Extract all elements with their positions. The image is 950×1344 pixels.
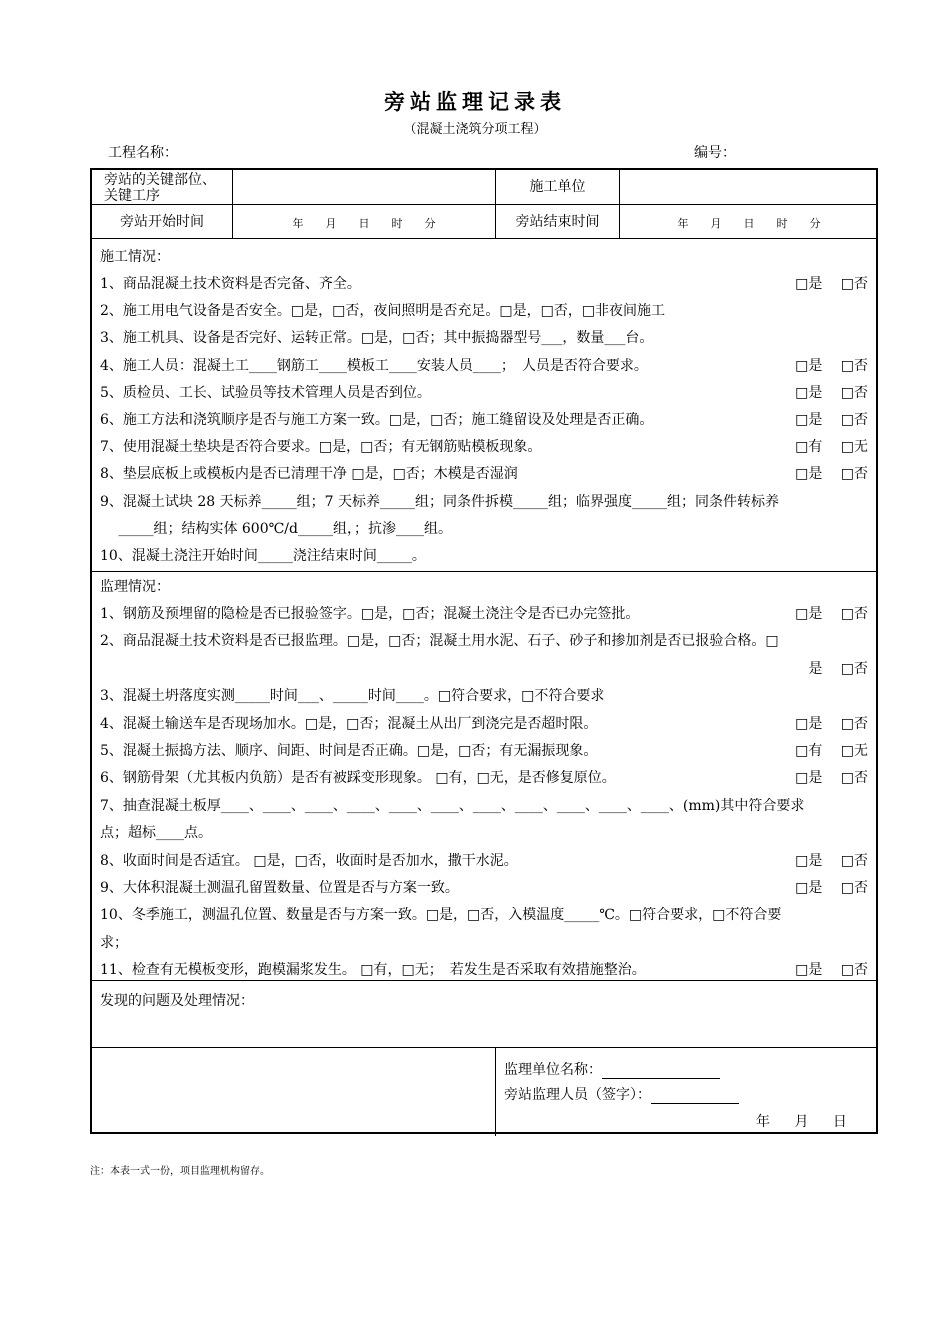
construction-unit-field[interactable]: [620, 170, 878, 204]
divider: [92, 571, 876, 572]
checklist-item-text: 4、混凝土输送车是否现场加水。□是，□否；混凝土从出厂到浇完是否超时限。: [100, 715, 598, 732]
checklist-item: [100, 275, 868, 293]
checklist-item: [100, 520, 868, 538]
checklist-item: [100, 384, 868, 402]
checklist-item: [100, 934, 868, 952]
divider: [92, 238, 876, 239]
supervision-heading: 监理情况：: [100, 579, 170, 595]
supervision-unit-label: 监理单位名称：: [504, 1062, 602, 1078]
checklist-item-text: 2、施工用电气设备是否安全。□是，□否，夜间照明是否充足。□是，□否，□非夜间施工: [100, 303, 666, 320]
checklist-item: [100, 824, 868, 842]
checklist-item: [100, 411, 868, 429]
checklist-item-options[interactable]: □是 □否: [795, 466, 868, 483]
checklist-item-options[interactable]: □是 □否: [795, 606, 868, 622]
supervisor-signature-field[interactable]: [651, 1087, 739, 1104]
problems-heading: 发现的问题及处理情况：: [100, 993, 254, 1009]
checklist-item-text: 点；超标____点。: [100, 825, 212, 842]
construction-unit-label: 施工单位: [529, 179, 586, 195]
checklist-item: [100, 465, 868, 483]
checklist-item: [100, 879, 868, 897]
checklist-item: [100, 302, 868, 320]
checklist-item: [100, 769, 868, 787]
checklist-item: [100, 357, 868, 375]
checklist-item-text: 9、大体积混凝土测温孔留置数量、位置是否与方案一致。: [100, 880, 459, 896]
checklist-item-options[interactable]: □是 □否: [795, 962, 868, 979]
divider: [92, 980, 876, 981]
supervision-unit-field[interactable]: [602, 1062, 720, 1079]
end-time-label: 旁站结束时间: [515, 214, 600, 230]
checklist-item: [100, 687, 868, 705]
checklist-item-text: 10、混凝土浇注开始时间_____浇注结束时间_____。: [100, 548, 426, 564]
page-title: 旁站监理记录表: [384, 90, 566, 114]
project-name-label: 工程名称：: [108, 145, 178, 161]
checklist-item-text: 1、钢筋及预埋留的隐检是否已报验签字。□是，□否；混凝土浇注令是否已办完签批。: [100, 606, 640, 622]
checklist-item: [100, 493, 868, 511]
start-time-label: 旁站开始时间: [120, 214, 204, 230]
checklist-item-text: 7、使用混凝土垫块是否符合要求。□是，□否；有无钢筋贴模板现象。: [100, 439, 542, 456]
footnote: 注：本表一式一份，项目监理机构留存。: [90, 1166, 270, 1177]
divider: [92, 1047, 876, 1048]
checklist-item-text: 10、冬季施工，测温孔位置、数量是否与方案一致。□是，□否，入模温度_____℃。□符合要求，□不符合要: [100, 907, 782, 924]
supervision-unit-name: [504, 1059, 720, 1079]
checklist-item-text: 3、施工机具、设备是否完好、运转正常。□是，□否；其中振捣器型号___，数量___台。: [100, 330, 654, 347]
key-part-field[interactable]: [233, 170, 495, 204]
checklist-item-options[interactable]: □是 □否: [795, 770, 868, 787]
checklist-item-text: 8、收面时间是否适宜。 □是，□否，收面时是否加水，撒干水泥。: [100, 852, 518, 869]
checklist-item: [100, 438, 868, 456]
checklist-item-text: 8、垫层底板上或模板内是否已清理干净 □是，□否；木模是否湿润: [100, 466, 518, 483]
construction-heading: 施工情况：: [100, 249, 170, 265]
checklist-item: [100, 961, 868, 979]
page-subtitle: （混凝土浇筑分项工程）: [403, 122, 547, 137]
checklist-item-options[interactable]: □是 □否: [795, 852, 868, 869]
checklist-item: [100, 906, 868, 924]
checklist-item: [100, 797, 868, 815]
supervisor-signature-label: 旁站监理人员（签字）：: [504, 1087, 651, 1103]
checklist-item: [100, 852, 868, 870]
checklist-item: [100, 742, 868, 760]
checklist-item-options[interactable]: □有 □无: [795, 439, 868, 456]
checklist-item-text: 3、混凝土坍落度实测_____时间___、_____时间____。□符合要求，□不符合要求: [100, 688, 605, 705]
checklist-item-text: 7、抽查混凝土板厚____、____、____、____、____、____、____、____、____、____、____、(mm)其中符合要求: [100, 797, 805, 814]
checklist-item-text: 5、质检员、工长、试验员等技术管理人员是否到位。: [100, 384, 431, 401]
signature-date: 年 月 日: [756, 1114, 849, 1130]
checklist-item-text: 4、施工人员：混凝土工____钢筋工____模板工____安装人员____； 人员是否符合要求。: [100, 357, 648, 374]
checklist-item-options[interactable]: □是 □否: [795, 276, 868, 292]
checklist-item-text: 11、检查有无模板变形，跑模漏浆发生。 □有，□无； 若发生是否采取有效措施整治。: [100, 962, 646, 979]
checklist-item-options[interactable]: □是 □否: [795, 880, 868, 896]
checklist-item: [100, 632, 868, 650]
record-number-label: 编号：: [694, 145, 736, 161]
checklist-item-text: _____组；结构实体 600℃/d_____组，；抗渗____组。: [100, 520, 452, 537]
checklist-item-options[interactable]: □是 □否: [795, 384, 868, 401]
checklist-item: [100, 329, 868, 347]
checklist-item-options[interactable]: □是 □否: [795, 715, 868, 732]
checklist-item-text: 9、混凝土试块 28 天标养_____组；7 天标养_____组；同条件拆模_____组；临界强度_____组；同条件转标养: [100, 493, 779, 510]
key-part-label: 旁站的关键部位、关键工序: [104, 172, 216, 204]
checklist-item-options[interactable]: □有 □无: [795, 743, 868, 759]
checklist-item-text: 1、商品混凝土技术资料是否完备、齐全。: [100, 276, 361, 292]
start-time-field[interactable]: 年 月 日 时 分: [292, 217, 436, 230]
checklist-item: [100, 547, 868, 565]
checklist-item-text: 求；: [100, 934, 128, 951]
supervisor-signature: [504, 1084, 739, 1104]
checklist-item-text: 6、施工方法和浇筑顺序是否与施工方案一致。□是，□否；施工缝留设及处理是否正确。: [100, 412, 654, 428]
checklist-item-options[interactable]: □是 □否: [795, 357, 868, 374]
checklist-item-text: 6、钢筋骨架（尤其板内负筋）是否有被踩变形现象。 □有，□无，是否修复原位。: [100, 770, 616, 787]
checklist-item-text: 5、混凝土振捣方法、顺序、间距、时间是否正确。□是，□否；有无漏振现象。: [100, 743, 598, 759]
checklist-item-options[interactable]: 是 □否: [808, 660, 868, 677]
divider: [92, 204, 876, 205]
checklist-item-options[interactable]: □是 □否: [795, 412, 868, 428]
checklist-item: [100, 605, 868, 623]
checklist-item: [100, 715, 868, 733]
end-time-field[interactable]: 年 月 日 时 分: [677, 217, 821, 230]
checklist-item-text: 2、商品混凝土技术资料是否已报监理。□是，□否；混凝土用水泥、石子、砂子和掺加剂是否已报验合格。□: [100, 633, 779, 650]
record-form: [90, 168, 878, 1134]
